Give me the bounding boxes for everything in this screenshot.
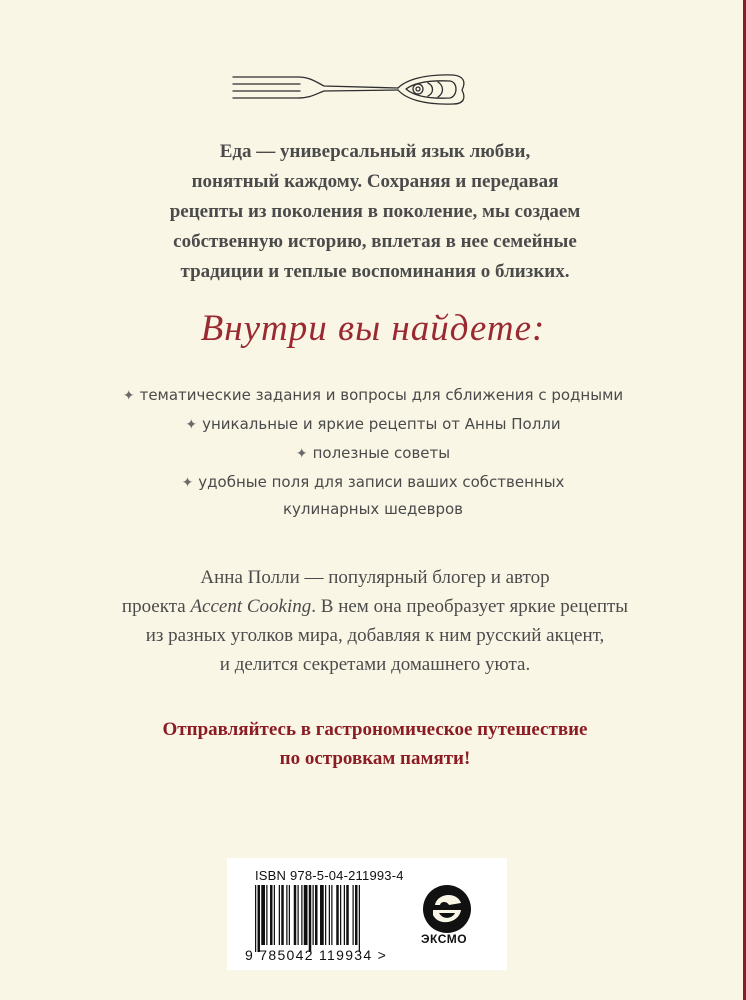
barcode-panel xyxy=(227,858,507,970)
star-bullet-icon: ✦ xyxy=(122,388,135,404)
project-name: Accent Cooking xyxy=(190,596,312,617)
intro-line: Еда — универсальный язык любви, xyxy=(219,141,531,162)
intro-line: понятный каждому. Сохраняя и передавая xyxy=(191,171,559,192)
about-line: из разных уголков мира, добавляя к ним русский акцент, xyxy=(145,625,605,646)
intro-line: традиции и теплые воспоминания о близких. xyxy=(180,261,570,282)
about-line: и делится секретами домашнего уюта. xyxy=(219,654,531,675)
about-line: Анна Полли — популярный блогер и автор xyxy=(200,567,550,588)
list-item xyxy=(0,469,746,522)
cta-line: Отправляйтесь в гастрономическое путешествие xyxy=(162,719,588,740)
star-bullet-icon: ✦ xyxy=(295,446,308,462)
intro-line: рецепты из поколения в поколение, мы создаем xyxy=(169,201,581,222)
barcode-icon xyxy=(255,885,401,952)
barcode-digits: 9 785042 119934 > xyxy=(245,947,388,963)
author-about xyxy=(60,563,690,679)
list-item-continuation: кулинарных шедевров xyxy=(282,500,464,518)
publisher-name: ЭКСМО xyxy=(421,932,468,946)
intro-text xyxy=(90,137,660,287)
cta-line: по островкам памяти! xyxy=(279,748,471,769)
list-item xyxy=(0,382,746,409)
list-item xyxy=(0,411,746,438)
list-item-text: уникальные и яркие рецепты от Анны Полли xyxy=(202,415,561,433)
call-to-action xyxy=(60,715,690,773)
fork-icon xyxy=(228,68,468,110)
intro-line: собственную историю, вплетая в нее семейные xyxy=(173,231,577,252)
list-item-text: удобные поля для записи ваших собственных xyxy=(198,473,565,491)
star-bullet-icon: ✦ xyxy=(185,417,198,433)
about-text: . В нем она преобразует яркие рецепты xyxy=(311,596,629,617)
list-item-text: тематические задания и вопросы для сближения с родными xyxy=(139,386,624,404)
about-line xyxy=(60,592,690,621)
list-item xyxy=(0,440,746,467)
list-item-text: полезные советы xyxy=(312,444,451,462)
star-bullet-icon: ✦ xyxy=(181,475,194,491)
about-text: проекта xyxy=(121,596,191,617)
inside-heading: Внутри вы найдете: xyxy=(200,308,546,349)
isbn-label: ISBN 978-5-04-211993-4 xyxy=(255,868,404,883)
